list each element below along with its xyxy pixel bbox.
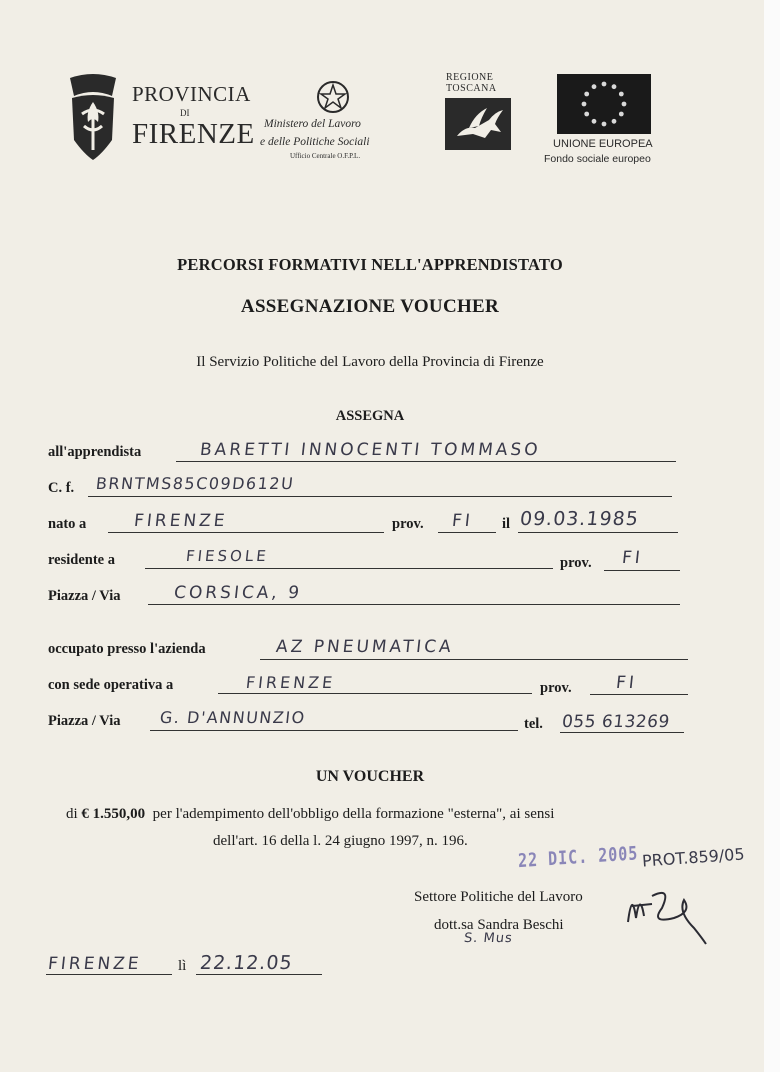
sede-line — [218, 693, 532, 694]
lily-crest-icon — [62, 70, 124, 162]
intro-text: Il Servizio Politiche del Lavoro della Provincia di Firenze — [196, 354, 544, 370]
handwritten-signature-icon — [622, 882, 712, 952]
azienda-label: occupato presso l'azienda — [48, 641, 206, 657]
via-label: Piazza / Via — [48, 588, 121, 604]
voucher-line1-text: per l'adempimento dell'obbligo della formazione "esterna", ai sensi — [145, 806, 555, 822]
residente-prov-value: FI — [620, 548, 644, 568]
provincia-line2: DI — [180, 108, 190, 118]
via-value: CORSICA, 9 — [172, 583, 304, 603]
signature-scribble: S. Mus — [463, 931, 514, 946]
provincia-line3: FIRENZE — [132, 118, 255, 150]
provincia-firenze-logo — [60, 68, 255, 163]
sede-via-line — [150, 730, 518, 731]
apprendista-label: all'apprendista — [48, 444, 142, 460]
residente-line — [145, 568, 553, 569]
regione-line2: TOSCANA — [446, 83, 497, 94]
nato-prov-label: prov. — [392, 516, 424, 532]
voucher-line1 — [66, 806, 554, 823]
sede-prov-label: prov. — [540, 680, 572, 696]
ministero-line2: e delle Politiche Sociali — [260, 136, 370, 148]
apprendista-value: BARETTI INNOCENTI TOMMASO — [198, 440, 542, 460]
footer-date: 22.12.05 — [198, 952, 294, 974]
ue-line2: Fondo sociale europeo — [544, 153, 651, 165]
republic-emblem-icon — [316, 80, 350, 114]
data-nascita-line — [518, 532, 678, 533]
signature-name: dott.sa Sandra Beschi — [434, 917, 564, 933]
voucher-title: UN VOUCHER — [315, 768, 425, 785]
sede-via-value: G. D'ANNUNZIO — [159, 708, 307, 727]
footer-place-line — [46, 974, 172, 975]
tel-label: tel. — [524, 716, 543, 732]
data-nascita-value: 09.03.1985 — [518, 508, 640, 530]
voucher-prefix: di — [66, 806, 82, 822]
eu-flag-icon — [557, 74, 651, 134]
azienda-line — [260, 659, 688, 660]
residente-prov-line — [604, 570, 680, 571]
protocol-number: PROT.859/05 — [641, 844, 746, 871]
nato-prov-value: FI — [450, 511, 474, 531]
residente-prov-label: prov. — [560, 555, 592, 571]
tel-value: 055 613269 — [560, 712, 671, 732]
il-label: il — [502, 516, 511, 532]
via-line — [148, 604, 680, 605]
voucher-line2: dell'art. 16 della l. 24 giugno 1997, n. 196. — [213, 833, 468, 849]
sede-label: con sede operativa a — [48, 677, 174, 693]
provincia-line1: PROVINCIA — [132, 82, 251, 106]
azienda-value: AZ PNEUMATICA — [274, 637, 455, 657]
nato-value: FIRENZE — [132, 511, 229, 531]
ue-line1: UNIONE EUROPEA — [553, 138, 653, 150]
cf-value: BRNTMS85C09D612U — [95, 474, 296, 493]
regione-line1: REGIONE — [446, 72, 494, 83]
ministero-line3: Ufficio Centrale O.F.P.L. — [290, 152, 361, 160]
cf-label: C. f. — [48, 480, 75, 496]
footer-place: FIRENZE — [46, 954, 143, 974]
nato-label: nato a — [48, 516, 87, 532]
scan-edge — [764, 0, 780, 1072]
sede-via-label: Piazza / Via — [48, 713, 121, 729]
sede-prov-value: FI — [614, 673, 638, 693]
footer-li-label: lì — [178, 958, 187, 974]
residente-label: residente a — [48, 552, 115, 568]
footer-date-line — [196, 974, 322, 975]
tel-line — [560, 732, 684, 733]
apprendista-line — [176, 461, 676, 462]
nato-line — [108, 532, 384, 533]
signature-office: Settore Politiche del Lavoro — [414, 889, 583, 905]
regione-toscana-logo — [440, 72, 520, 154]
residente-value: FIESOLE — [185, 547, 270, 565]
date-stamp: 22 DIC. 2005 — [517, 841, 639, 873]
ministero-logo — [250, 80, 420, 170]
nato-prov-line — [438, 532, 496, 533]
ministero-line1: Ministero del Lavoro — [264, 118, 361, 130]
cf-line — [88, 496, 672, 497]
pegasus-icon — [445, 98, 511, 150]
unione-europea-logo — [540, 74, 670, 170]
sede-prov-line — [590, 694, 688, 695]
assegna-heading: ASSEGNA — [335, 408, 405, 424]
document-subtitle: ASSEGNAZIONE VOUCHER — [240, 296, 500, 317]
document-title: PERCORSI FORMATIVI NELL'APPRENDISTATO — [177, 255, 563, 274]
voucher-amount: € 1.550,00 — [81, 806, 146, 822]
sede-value: FIRENZE — [245, 673, 337, 692]
